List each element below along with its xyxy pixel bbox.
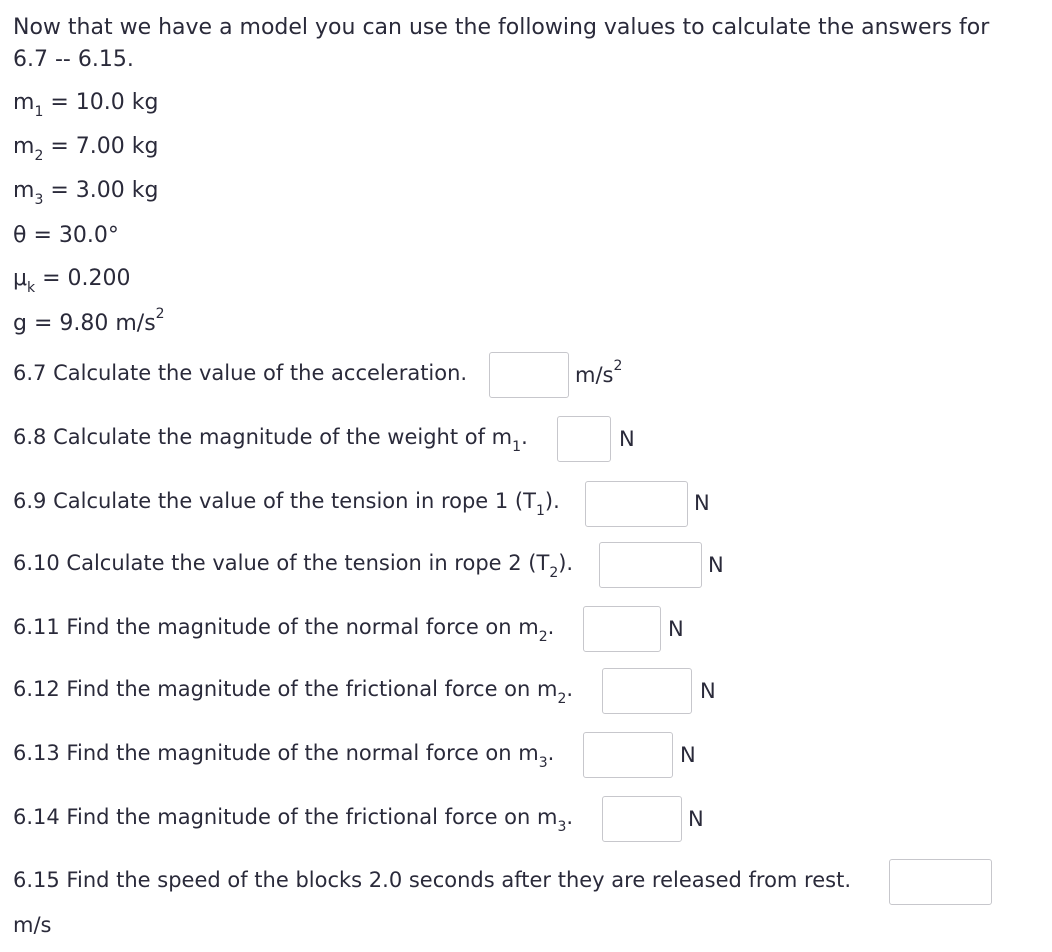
given-m1: $m_1 = 10.0$ kg [13,90,159,120]
given-m3: $m_3 = 3.00$ kg [13,178,159,208]
answer-input-6-9[interactable] [585,481,688,527]
answer-input-6-13[interactable] [583,732,673,778]
given-g: g = 9.80 $m/s^2$ [13,306,165,336]
question-6-14: 6.14 Find the magnitude of the frictional force on $m_3$. [13,805,574,835]
answer-input-6-10[interactable] [599,542,702,588]
question-6-10: 6.10 Calculate the value of the tension in rope 2 $(T_2)$. [13,551,574,581]
question-6-7: 6.7 Calculate the value of the acceleration. [13,361,468,385]
unit-6-13: N [680,743,696,767]
given-theta: θ = 30.0° [13,223,119,248]
question-6-8: 6.8 Calculate the magnitude of the weight of $m_1$. [13,425,528,455]
unit-6-14: N [688,807,704,831]
unit-6-11: N [668,617,684,641]
unit-6-9: N [694,491,710,515]
answer-input-6-14[interactable] [602,796,682,842]
unit-6-7: $m/s^2$ [575,358,623,387]
unit-6-10: N [708,553,724,577]
question-6-15: 6.15 Find the speed of the blocks 2.0 seconds after they are released from rest. [13,868,851,892]
question-6-11: 6.11 Find the magnitude of the normal force on $m_2$. [13,615,555,645]
answer-input-6-15[interactable] [889,859,992,905]
question-6-13: 6.13 Find the magnitude of the normal force on $m_3$. [13,741,555,771]
answer-input-6-11[interactable] [583,606,661,652]
question-6-12: 6.12 Find the magnitude of the frictional force on $m_2$. [13,677,574,707]
question-6-9: 6.9 Calculate the value of the tension in rope 1 $(T_1)$. [13,489,560,519]
answer-input-6-12[interactable] [602,668,692,714]
answer-input-6-8[interactable] [557,416,611,462]
given-m2: $m_2 = 7.00$ kg [13,134,159,164]
unit-6-15: m/s [13,913,52,937]
unit-6-8: N [619,427,635,451]
unit-6-12: N [700,679,716,703]
intro-line-1: Now that we have a model you can use the following values to calculate the answers for [13,15,990,40]
intro-line-2: 6.7 -- 6.15. [13,47,134,72]
intro-text [13,12,989,76]
given-mu-k: $\mu_k = 0.200$ [13,266,131,296]
answer-input-6-7[interactable] [489,352,569,398]
